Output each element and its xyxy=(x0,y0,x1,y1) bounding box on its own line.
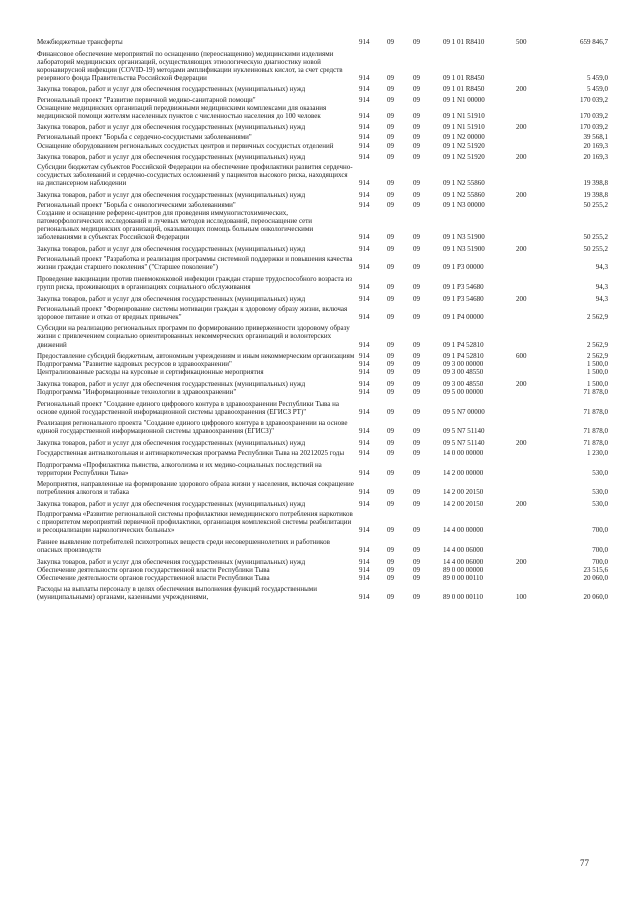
row-amount: 19 398,8 xyxy=(583,179,608,188)
row-section-code: 09 xyxy=(387,263,394,272)
row-grbs-code: 914 xyxy=(359,340,370,349)
row-expense-type: 200 xyxy=(516,153,527,162)
row-subsection-code: 09 xyxy=(413,282,420,291)
row-grbs-code: 914 xyxy=(359,123,370,132)
row-expense-type: 200 xyxy=(516,500,527,508)
table-row xyxy=(0,538,640,554)
row-amount: 2 562,9 xyxy=(587,340,608,349)
row-subsection-code: 09 xyxy=(413,557,420,566)
row-subsection-code: 09 xyxy=(413,500,420,508)
row-name: Государственная антиалкогольная и антинаркотическая программа Республики Тыва на 20212025 годы xyxy=(37,449,345,458)
row-target-article: 09 1 N1 51910 xyxy=(443,111,485,120)
row-subsection-code: 09 xyxy=(413,141,420,150)
table-row xyxy=(0,510,640,534)
row-target-article: 89 0 00 00110 xyxy=(443,573,483,582)
table-row xyxy=(0,50,640,82)
row-target-article: 14 4 00 00000 xyxy=(443,526,484,535)
row-amount: 530,0 xyxy=(592,468,608,477)
row-name: Субсидии бюджетам субъектов Российской Федерации на обеспечение профилактики развития сердечно-сосудистых заболеваний и сердечно-сосудистых осложнений у пациентов высокого риска, находящихся на диспансерном наблюдении xyxy=(37,163,353,188)
row-name: Предоставление субсидий бюджетным, автономным учреждениям и иным некоммерческим организациям xyxy=(37,352,355,361)
row-target-article: 14 4 00 06000 xyxy=(443,545,484,554)
row-grbs-code: 914 xyxy=(359,111,370,120)
row-subsection-code: 09 xyxy=(413,201,420,210)
table-row xyxy=(0,201,640,209)
row-amount: 1 500,0 xyxy=(587,379,608,388)
row-amount: 71 878,0 xyxy=(583,407,608,416)
row-amount: 700,0 xyxy=(592,545,608,554)
table-row xyxy=(0,163,640,187)
row-section-code: 09 xyxy=(387,387,394,396)
row-section-code: 09 xyxy=(387,500,394,508)
row-section-code: 09 xyxy=(387,95,394,104)
row-grbs-code: 914 xyxy=(359,488,370,497)
row-section-code: 09 xyxy=(387,379,394,388)
row-section-code: 09 xyxy=(387,352,394,361)
row-name: Закупка товаров, работ и услуг для обеспечения государственных (муниципальных) нужд xyxy=(37,153,306,162)
row-target-article: 14 4 00 06000 xyxy=(443,557,484,566)
table-row xyxy=(0,500,640,508)
row-expense-type: 200 xyxy=(516,379,527,388)
row-amount: 20 169,3 xyxy=(583,141,608,150)
row-grbs-code: 914 xyxy=(359,179,370,188)
row-subsection-code: 09 xyxy=(413,488,420,497)
row-subsection-code: 09 xyxy=(413,73,420,82)
row-subsection-code: 09 xyxy=(413,111,420,120)
row-name: Обеспечение деятельности органов государственной власти Республики Тыва xyxy=(37,565,270,574)
row-target-article: 09 1 N3 51900 xyxy=(443,245,485,254)
row-name: Мероприятия, направленные на формирование здорового образа жизни у населения, включая сокращение потребления алкоголя и табака xyxy=(37,480,354,497)
row-section-code: 09 xyxy=(387,438,394,447)
row-subsection-code: 09 xyxy=(413,379,420,388)
row-target-article: 09 1 N1 00000 xyxy=(443,95,485,104)
row-grbs-code: 914 xyxy=(359,573,370,582)
row-amount: 94,3 xyxy=(595,263,608,272)
row-expense-type: 200 xyxy=(516,85,527,94)
row-target-article: 89 0 00 00110 xyxy=(443,593,483,602)
row-target-article: 09 1 N1 51910 xyxy=(443,123,485,132)
row-name: Закупка товаров, работ и услуг для обеспечения государственных (муниципальных) нужд xyxy=(37,379,306,388)
row-section-code: 09 xyxy=(387,73,394,82)
row-section-code: 09 xyxy=(387,360,394,369)
row-grbs-code: 914 xyxy=(359,438,370,447)
table-row xyxy=(0,360,640,368)
row-name: Региональный проект "Борьба с сердечно-сосудистыми заболеваниями" xyxy=(37,133,252,142)
table-row xyxy=(0,275,640,291)
row-name: Субсидии на реализацию региональных программ по формированию приверженности здоровому образу жизни с привлечением социально ориентированных некоммерческих организаций и волонтерских движений xyxy=(37,324,350,349)
table-row xyxy=(0,461,640,477)
row-name: Реализация регионального проекта "Создание единого цифрового контура в здравоохранении на основе единой государственной информационной системы здравоохранения (ЕГИСЗ)" xyxy=(37,419,348,436)
row-subsection-code: 09 xyxy=(413,545,420,554)
row-target-article: 14 2 00 20150 xyxy=(443,488,484,497)
row-subsection-code: 09 xyxy=(413,387,420,396)
row-section-code: 09 xyxy=(387,340,394,349)
row-subsection-code: 09 xyxy=(413,438,420,447)
row-name: Региональный проект "Формирование системы мотивации граждан к здоровому образу жизни, включая здоровое питание и отказ от вредных привычек" xyxy=(37,304,348,321)
row-expense-type: 100 xyxy=(516,593,527,602)
row-subsection-code: 09 xyxy=(413,526,420,535)
row-target-article: 09 1 N3 00000 xyxy=(443,201,485,210)
row-section-code: 09 xyxy=(387,123,394,132)
row-grbs-code: 914 xyxy=(359,233,370,242)
row-amount: 94,3 xyxy=(595,294,608,303)
budget-table xyxy=(0,38,640,605)
row-amount: 20 169,3 xyxy=(583,153,608,162)
table-row xyxy=(0,38,640,46)
row-target-article: 09 1 N2 51920 xyxy=(443,153,485,162)
table-row xyxy=(0,209,640,241)
row-target-article: 09 1 P3 54680 xyxy=(443,294,484,303)
row-name: Подпрограмма "Развитие кадровых ресурсов в здравоохранении" xyxy=(37,360,232,369)
row-amount: 23 515,6 xyxy=(583,565,608,574)
table-row xyxy=(0,255,640,271)
row-expense-type: 600 xyxy=(516,352,527,361)
row-grbs-code: 914 xyxy=(359,95,370,104)
row-grbs-code: 914 xyxy=(359,133,370,142)
table-row xyxy=(0,153,640,161)
row-name: Расходы на выплаты персоналу в целях обеспечения выполнения функций государственными (муниципальными) органами, казенными учреждениями, xyxy=(37,585,317,602)
row-section-code: 09 xyxy=(387,191,394,199)
row-name: Оснащение оборудованием региональных сосудистых центров и первичных сосудистых отделений xyxy=(37,141,334,150)
table-row xyxy=(0,388,640,396)
row-section-code: 09 xyxy=(387,407,394,416)
row-target-article: 09 5 N7 51140 xyxy=(443,427,485,436)
row-target-article: 14 2 00 00000 xyxy=(443,468,484,477)
row-target-article: 09 1 P4 52810 xyxy=(443,352,484,361)
row-subsection-code: 09 xyxy=(413,245,420,254)
row-name: Закупка товаров, работ и услуг для обеспечения государственных (муниципальных) нужд xyxy=(37,557,306,566)
table-row xyxy=(0,566,640,574)
row-section-code: 09 xyxy=(387,449,394,458)
page-number: 77 xyxy=(580,858,589,868)
row-expense-type: 200 xyxy=(516,294,527,303)
row-target-article: 09 1 P3 00000 xyxy=(443,263,484,272)
row-expense-type: 200 xyxy=(516,245,527,254)
row-section-code: 09 xyxy=(387,294,394,303)
row-amount: 71 878,0 xyxy=(583,387,608,396)
row-grbs-code: 914 xyxy=(359,38,370,46)
row-subsection-code: 09 xyxy=(413,312,420,321)
row-amount: 94,3 xyxy=(595,282,608,291)
row-grbs-code: 914 xyxy=(359,368,370,377)
row-grbs-code: 914 xyxy=(359,352,370,361)
row-subsection-code: 09 xyxy=(413,179,420,188)
row-target-article: 09 5 N7 00000 xyxy=(443,407,485,416)
row-subsection-code: 09 xyxy=(413,340,420,349)
row-grbs-code: 914 xyxy=(359,379,370,388)
row-subsection-code: 09 xyxy=(413,565,420,574)
table-row xyxy=(0,245,640,253)
row-target-article: 09 1 N2 55860 xyxy=(443,191,485,199)
row-name: Подпрограмма «Профилактика пьянства, алкоголизма и их медико-социальных последствий на территории Республики Тыва» xyxy=(37,460,322,477)
row-section-code: 09 xyxy=(387,141,394,150)
row-amount: 50 255,2 xyxy=(583,233,608,242)
row-grbs-code: 914 xyxy=(359,593,370,602)
row-section-code: 09 xyxy=(387,427,394,436)
row-section-code: 09 xyxy=(387,153,394,162)
row-subsection-code: 09 xyxy=(413,407,420,416)
row-amount: 700,0 xyxy=(592,526,608,535)
row-target-article: 89 0 00 00000 xyxy=(443,565,484,574)
table-row xyxy=(0,305,640,321)
row-amount: 2 562,9 xyxy=(587,352,608,361)
row-grbs-code: 914 xyxy=(359,500,370,508)
row-name: Оснащение медицинских организаций передвижными медицинскими комплексами для оказания медицинской помощи жителям населенных пунктов с численностью населения до 100 человек xyxy=(37,103,327,120)
table-row xyxy=(0,480,640,496)
row-section-code: 09 xyxy=(387,282,394,291)
row-name: Обеспечение деятельности органов государственной власти Республики Тыва xyxy=(37,573,270,582)
row-subsection-code: 09 xyxy=(413,123,420,132)
row-expense-type: 200 xyxy=(516,123,527,132)
row-grbs-code: 914 xyxy=(359,407,370,416)
row-name: Закупка товаров, работ и услуг для обеспечения государственных (муниципальных) нужд xyxy=(37,245,306,254)
row-section-code: 09 xyxy=(387,233,394,242)
row-target-article: 09 5 N7 51140 xyxy=(443,438,485,447)
row-subsection-code: 09 xyxy=(413,593,420,602)
row-name: Региональный проект "Создание единого цифрового контура в здравоохранении Республики Тыва на основе единой государственной информационной системы здравоохранения (ЕГИСЗ РТ)" xyxy=(37,399,339,416)
row-subsection-code: 09 xyxy=(413,191,420,199)
table-row xyxy=(0,96,640,104)
row-section-code: 09 xyxy=(387,573,394,582)
row-expense-type: 500 xyxy=(516,38,527,46)
row-grbs-code: 914 xyxy=(359,312,370,321)
table-row xyxy=(0,142,640,150)
row-target-article: 09 1 P4 52810 xyxy=(443,340,484,349)
row-subsection-code: 09 xyxy=(413,38,420,46)
row-amount: 2 562,9 xyxy=(587,312,608,321)
row-subsection-code: 09 xyxy=(413,153,420,162)
row-expense-type: 200 xyxy=(516,557,527,566)
row-amount: 170 039,2 xyxy=(580,111,608,120)
row-name: Создание и оснащение референс-центров для проведения иммуногистохимических, патоморфологических исследований и лучевых методов исследований, переоснащение сети региональных медицинских организаций, оказывающих помощь больным онкологическими заболеваниями в субъектах Российской Федерации xyxy=(37,209,314,242)
row-name: Подпрограмма «Развитие региональной системы профилактики немедицинского потребления наркотиков с приоритетом мероприятий первичной профилактики, организация комплексной системы реабилитации и ресоциализации наркологических больных» xyxy=(37,510,353,535)
row-amount: 1 500,0 xyxy=(587,360,608,369)
row-name: Закупка товаров, работ и услуг для обеспечения государственных (муниципальных) нужд xyxy=(37,500,306,508)
row-section-code: 09 xyxy=(387,179,394,188)
row-section-code: 09 xyxy=(387,133,394,142)
row-amount: 530,0 xyxy=(592,500,608,508)
row-amount: 19 398,8 xyxy=(583,191,608,199)
row-amount: 5 459,0 xyxy=(587,85,608,94)
row-name: Закупка товаров, работ и услуг для обеспечения государственных (муниципальных) нужд xyxy=(37,438,306,447)
row-target-article: 09 1 N2 00000 xyxy=(443,133,485,142)
row-grbs-code: 914 xyxy=(359,153,370,162)
row-section-code: 09 xyxy=(387,545,394,554)
row-section-code: 09 xyxy=(387,85,394,94)
row-amount: 530,0 xyxy=(592,488,608,497)
row-section-code: 09 xyxy=(387,245,394,254)
row-amount: 20 060,0 xyxy=(583,593,608,602)
row-grbs-code: 914 xyxy=(359,294,370,303)
row-grbs-code: 914 xyxy=(359,468,370,477)
row-grbs-code: 914 xyxy=(359,557,370,566)
table-row xyxy=(0,324,640,348)
row-target-article: 09 5 00 00000 xyxy=(443,387,484,396)
row-target-article: 09 1 01 R8450 xyxy=(443,73,485,82)
row-grbs-code: 914 xyxy=(359,449,370,458)
row-target-article: 09 1 P4 00000 xyxy=(443,312,484,321)
row-grbs-code: 914 xyxy=(359,360,370,369)
row-grbs-code: 914 xyxy=(359,545,370,554)
row-grbs-code: 914 xyxy=(359,282,370,291)
row-name: Закупка товаров, работ и услуг для обеспечения государственных (муниципальных) нужд xyxy=(37,191,306,199)
row-subsection-code: 09 xyxy=(413,263,420,272)
row-subsection-code: 09 xyxy=(413,368,420,377)
row-grbs-code: 914 xyxy=(359,526,370,535)
row-amount: 5 459,0 xyxy=(587,73,608,82)
row-section-code: 09 xyxy=(387,368,394,377)
row-target-article: 09 1 01 R8410 xyxy=(443,38,485,46)
table-row xyxy=(0,352,640,360)
row-amount: 1 500,0 xyxy=(587,368,608,377)
row-grbs-code: 914 xyxy=(359,565,370,574)
row-target-article: 09 1 01 R8450 xyxy=(443,85,485,94)
row-name: Региональный проект "Развитие первичной медико-санитарной помощи" xyxy=(37,95,256,104)
row-amount: 700,0 xyxy=(592,557,608,566)
row-subsection-code: 09 xyxy=(413,85,420,94)
row-name: Централизованные расходы на курсовые и сертификационные мероприятия xyxy=(37,368,264,377)
row-name: Раннее выявление потребителей психотропных веществ среди несовершеннолетних и работников опасных производств xyxy=(37,537,330,554)
row-grbs-code: 914 xyxy=(359,245,370,254)
row-subsection-code: 09 xyxy=(413,133,420,142)
row-amount: 1 230,0 xyxy=(587,449,608,458)
row-amount: 170 039,2 xyxy=(580,95,608,104)
row-subsection-code: 09 xyxy=(413,352,420,361)
row-subsection-code: 09 xyxy=(413,360,420,369)
table-row xyxy=(0,574,640,582)
row-amount: 71 878,0 xyxy=(583,438,608,447)
table-row xyxy=(0,449,640,457)
row-name: Финансовое обеспечение мероприятий по оснащению (переоснащению) медицинскими изделиями лабораторий медицинских организаций, осуществляющих этиологическую диагностику новой коронавирусной инфекции (COVID-19) методами амплификации нуклеиновых кислот, за счет средств резервного фонда Правительства Российской Федерации xyxy=(37,49,343,82)
row-amount: 50 255,2 xyxy=(583,201,608,210)
row-name: Региональный проект "Разработка и реализация программы системной поддержки и повышения качества жизни граждан старшего поколения" ("Старшее поколение") xyxy=(37,255,353,272)
row-grbs-code: 914 xyxy=(359,263,370,272)
row-grbs-code: 914 xyxy=(359,427,370,436)
row-section-code: 09 xyxy=(387,565,394,574)
row-amount: 659 846,7 xyxy=(580,38,608,46)
row-subsection-code: 09 xyxy=(413,294,420,303)
row-subsection-code: 09 xyxy=(413,233,420,242)
row-grbs-code: 914 xyxy=(359,387,370,396)
row-grbs-code: 914 xyxy=(359,73,370,82)
row-name: Закупка товаров, работ и услуг для обеспечения государственных (муниципальных) нужд xyxy=(37,294,306,303)
row-section-code: 09 xyxy=(387,488,394,497)
row-section-code: 09 xyxy=(387,557,394,566)
table-row xyxy=(0,419,640,435)
row-grbs-code: 914 xyxy=(359,191,370,199)
row-target-article: 09 1 P3 54680 xyxy=(443,282,484,291)
row-target-article: 09 1 N3 51900 xyxy=(443,233,485,242)
table-row xyxy=(0,558,640,566)
row-section-code: 09 xyxy=(387,593,394,602)
row-grbs-code: 914 xyxy=(359,201,370,210)
row-name: Межбюджетные трансферты xyxy=(37,38,123,46)
row-subsection-code: 09 xyxy=(413,427,420,436)
table-row xyxy=(0,400,640,416)
row-name: Закупка товаров, работ и услуг для обеспечения государственных (муниципальных) нужд xyxy=(37,123,306,132)
row-target-article: 09 3 00 48550 xyxy=(443,379,484,388)
table-row xyxy=(0,104,640,120)
row-name: Проведение вакцинации против пневмококковой инфекции граждан старше трудоспособного возраста из групп риска, проживающих в организациях социального обслуживания xyxy=(37,274,352,291)
row-subsection-code: 09 xyxy=(413,468,420,477)
row-subsection-code: 09 xyxy=(413,573,420,582)
row-subsection-code: 09 xyxy=(413,95,420,104)
table-row xyxy=(0,133,640,141)
row-name: Закупка товаров, работ и услуг для обеспечения государственных (муниципальных) нужд xyxy=(37,85,306,94)
table-row xyxy=(0,585,640,601)
row-expense-type: 200 xyxy=(516,191,527,199)
row-amount: 39 568,1 xyxy=(583,133,608,142)
row-amount: 20 060,0 xyxy=(583,573,608,582)
table-row xyxy=(0,368,640,376)
row-section-code: 09 xyxy=(387,201,394,210)
row-target-article: 14 2 00 20150 xyxy=(443,500,484,508)
row-amount: 170 039,2 xyxy=(580,123,608,132)
row-expense-type: 200 xyxy=(516,438,527,447)
row-grbs-code: 914 xyxy=(359,85,370,94)
row-amount: 71 878,0 xyxy=(583,427,608,436)
row-subsection-code: 09 xyxy=(413,449,420,458)
row-section-code: 09 xyxy=(387,111,394,120)
table-row xyxy=(0,123,640,131)
row-amount: 50 255,2 xyxy=(583,245,608,254)
row-grbs-code: 914 xyxy=(359,141,370,150)
row-name: Подпрограмма "Информационные технологии в здравоохранении" xyxy=(37,387,237,396)
table-row xyxy=(0,439,640,447)
row-section-code: 09 xyxy=(387,468,394,477)
row-target-article: 09 3 00 00000 xyxy=(443,360,484,369)
row-target-article: 14 0 00 00000 xyxy=(443,449,484,458)
row-target-article: 09 3 00 48550 xyxy=(443,368,484,377)
row-section-code: 09 xyxy=(387,526,394,535)
row-section-code: 09 xyxy=(387,312,394,321)
table-row xyxy=(0,295,640,303)
table-row xyxy=(0,380,640,388)
table-row xyxy=(0,191,640,199)
row-target-article: 09 1 N2 55860 xyxy=(443,179,485,188)
table-row xyxy=(0,85,640,93)
row-name: Региональный проект "Борьба с онкологическими заболеваниями" xyxy=(37,201,236,210)
row-section-code: 09 xyxy=(387,38,394,46)
row-target-article: 09 1 N2 51920 xyxy=(443,141,485,150)
